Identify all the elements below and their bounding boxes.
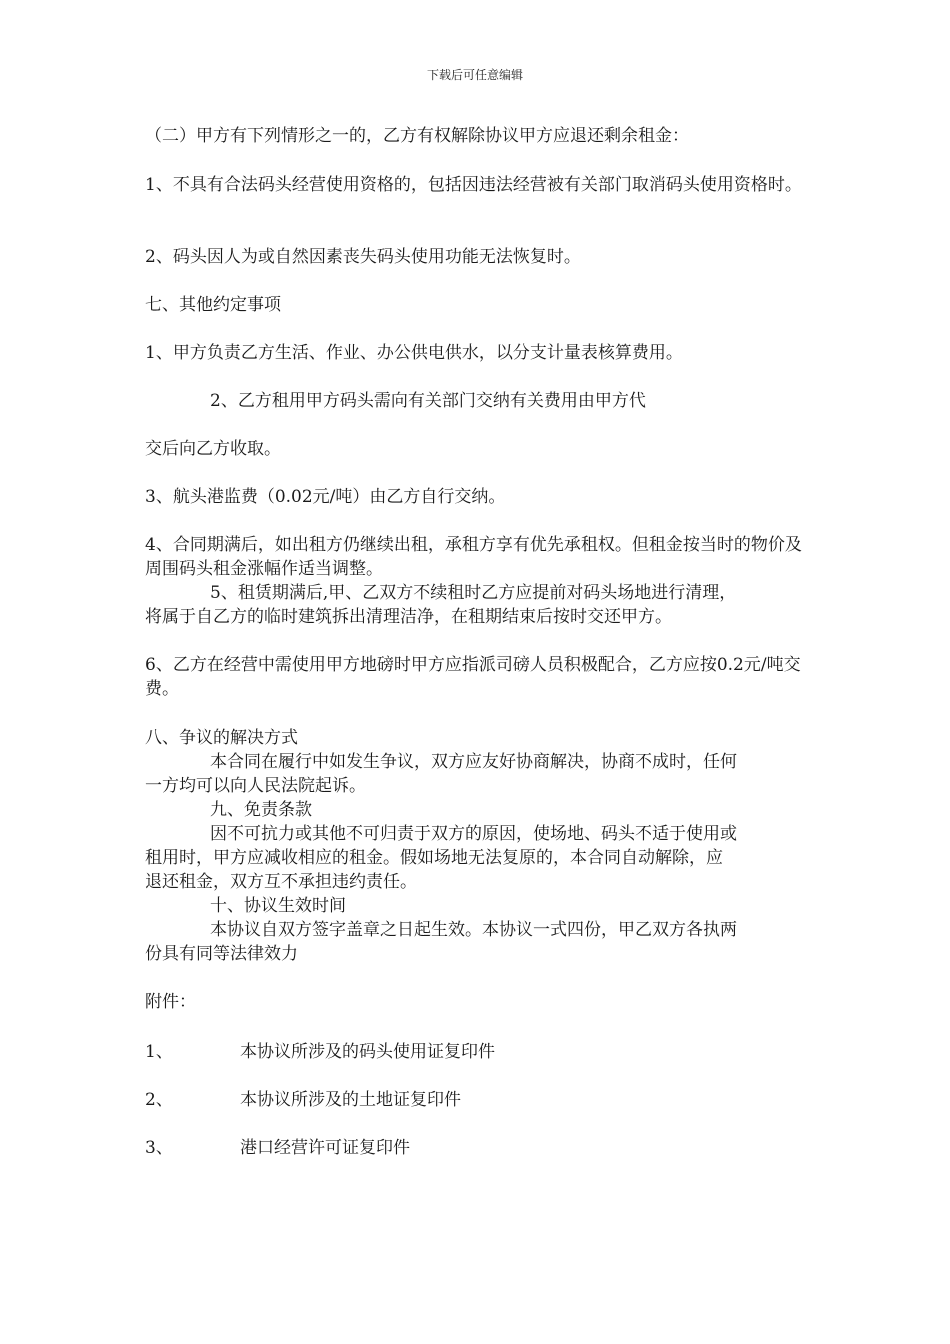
paragraph-other-1: 1、甲方负责乙方生活、作业、办公供电供水，以分支计量表核算费用。 [145, 343, 683, 363]
section-heading-9: 九、免责条款 [210, 800, 312, 820]
paragraph-effective-cont: 份具有同等法律效力 [145, 944, 298, 964]
attachment-number: 2、 [145, 1090, 173, 1110]
paragraph-other-2-cont: 交后向乙方收取。 [145, 439, 281, 459]
page-header: 下载后可任意编辑 [426, 68, 523, 82]
paragraph-force-majeure-cont-2: 退还租金，双方互不承担违约责任。 [145, 872, 417, 892]
section-heading-8: 八、争议的解决方式 [145, 728, 298, 748]
attachment-number: 3、 [145, 1138, 173, 1158]
paragraph-effective: 本协议自双方签字盖章之日起生效。本协议一式四份，甲乙双方各执两 [210, 920, 737, 940]
paragraph-force-majeure: 因不可抗力或其他不可归责于双方的原因，使场地、码头不适于使用或 [210, 824, 737, 844]
paragraph-other-3: 3、航头港监费（0.02元/吨）由乙方自行交纳。 [145, 487, 506, 507]
attachment-text: 本协议所涉及的码头使用证复印件 [240, 1042, 495, 1062]
paragraph-other-5: 5、租赁期满后,甲、乙双方不续租时乙方应提前对码头场地进行清理， [210, 583, 737, 603]
paragraph-dispute-cont: 一方均可以向人民法院起诉。 [145, 776, 366, 796]
attachments-heading: 附件： [145, 992, 196, 1012]
attachment-item [145, 1088, 810, 1112]
attachment-text: 本协议所涉及的土地证复印件 [240, 1090, 461, 1110]
attachment-number: 1、 [145, 1042, 173, 1062]
paragraph-other-5-cont: 将属于自乙方的临时建筑拆出清理洁净，在租期结束后按时交还甲方。 [145, 607, 672, 627]
paragraph-force-majeure-cont-1: 租用时，甲方应减收相应的租金。假如场地无法复原的，本合同自动解除，应 [145, 848, 723, 868]
paragraph-termination-clause: （二）甲方有下列情形之一的，乙方有权解除协议甲方应退还剩余租金： [145, 126, 689, 146]
attachment-item [145, 1040, 810, 1064]
paragraph-other-6: 6、乙方在经营中需使用甲方地磅时甲方应指派司磅人员积极配合，乙方应按0.2元/吨交费。 [145, 655, 801, 699]
paragraph-item-1: 1、不具有合法码头经营使用资格的，包括因违法经营被有关部门取消码头使用资格时。 [145, 175, 802, 195]
paragraph-item-2: 2、码头因人为或自然因素丧失码头使用功能无法恢复时。 [145, 247, 581, 267]
paragraph-other-4: 4、合同期满后，如出租方仍继续出租，承租方享有优先承租权。但租金按当时的物价及周围码头租金涨幅作适当调整。 [145, 535, 802, 579]
paragraph-dispute: 本合同在履行中如发生争议，双方应友好协商解决，协商不成时，任何 [210, 752, 737, 772]
paragraph-other-2: 2、乙方租用甲方码头需向有关部门交纳有关费用由甲方代 [210, 391, 646, 411]
section-heading-7: 七、其他约定事项 [145, 295, 281, 315]
attachment-text: 港口经营许可证复印件 [240, 1138, 410, 1158]
attachment-item [145, 1136, 810, 1160]
section-heading-10: 十、协议生效时间 [210, 896, 346, 916]
